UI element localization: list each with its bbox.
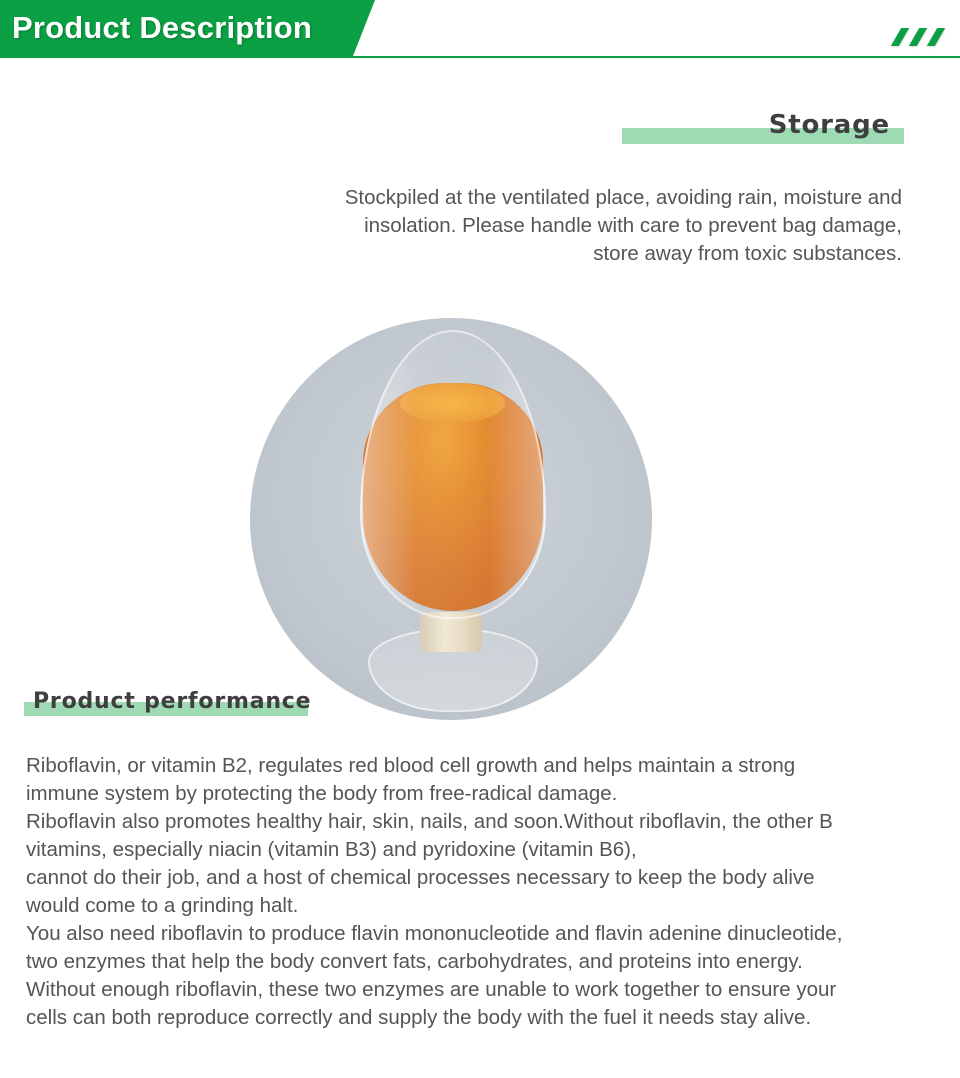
- performance-line: You also need riboflavin to produce flavin mononucleotide and flavin adenine dinucleotide,: [26, 922, 843, 945]
- performance-line: two enzymes that help the body convert fats, carbohydrates, and proteins into energy.: [26, 950, 803, 973]
- performance-line: would come to a grinding halt.: [26, 894, 299, 917]
- triple-slash-icon: [890, 28, 946, 46]
- product-description-header: [0, 0, 960, 58]
- storage-line: Stockpiled at the ventilated place, avoiding rain, moisture and: [344, 186, 902, 209]
- performance-line: Without enough riboflavin, these two enzymes are unable to work together to ensure your: [26, 978, 837, 1001]
- storage-section-heading: [622, 108, 904, 148]
- performance-line: immune system by protecting the body from free-radical damage.: [26, 782, 618, 805]
- storage-line: store away from toxic substances.: [593, 242, 902, 265]
- performance-line: Riboflavin, or vitamin B2, regulates red blood cell growth and helps maintain a strong: [26, 754, 796, 777]
- slash-mark: [909, 28, 927, 46]
- performance-line: cannot do their job, and a host of chemical processes necessary to keep the body alive: [26, 866, 815, 889]
- performance-heading: Product performance: [33, 689, 312, 714]
- performance-section-heading: [24, 688, 312, 720]
- performance-line: cells can both reproduce correctly and supply the body with the fuel it needs stay alive.: [26, 1006, 812, 1029]
- glass-flask: [360, 330, 546, 619]
- storage-description: [262, 184, 902, 268]
- performance-line: vitamins, especially niacin (vitamin B3) and pyridoxine (vitamin B6),: [26, 838, 637, 861]
- performance-description: [26, 752, 946, 1032]
- header-underline: [0, 56, 960, 58]
- product-photo: [250, 318, 652, 720]
- slash-mark: [927, 28, 945, 46]
- storage-line: insolation. Please handle with care to prevent bag damage,: [364, 214, 902, 237]
- slash-mark: [891, 28, 909, 46]
- storage-heading: Storage: [768, 110, 890, 140]
- page-title: Product Description: [12, 10, 313, 45]
- performance-line: Riboflavin also promotes healthy hair, skin, nails, and soon.Without riboflavin, the other B: [26, 810, 833, 833]
